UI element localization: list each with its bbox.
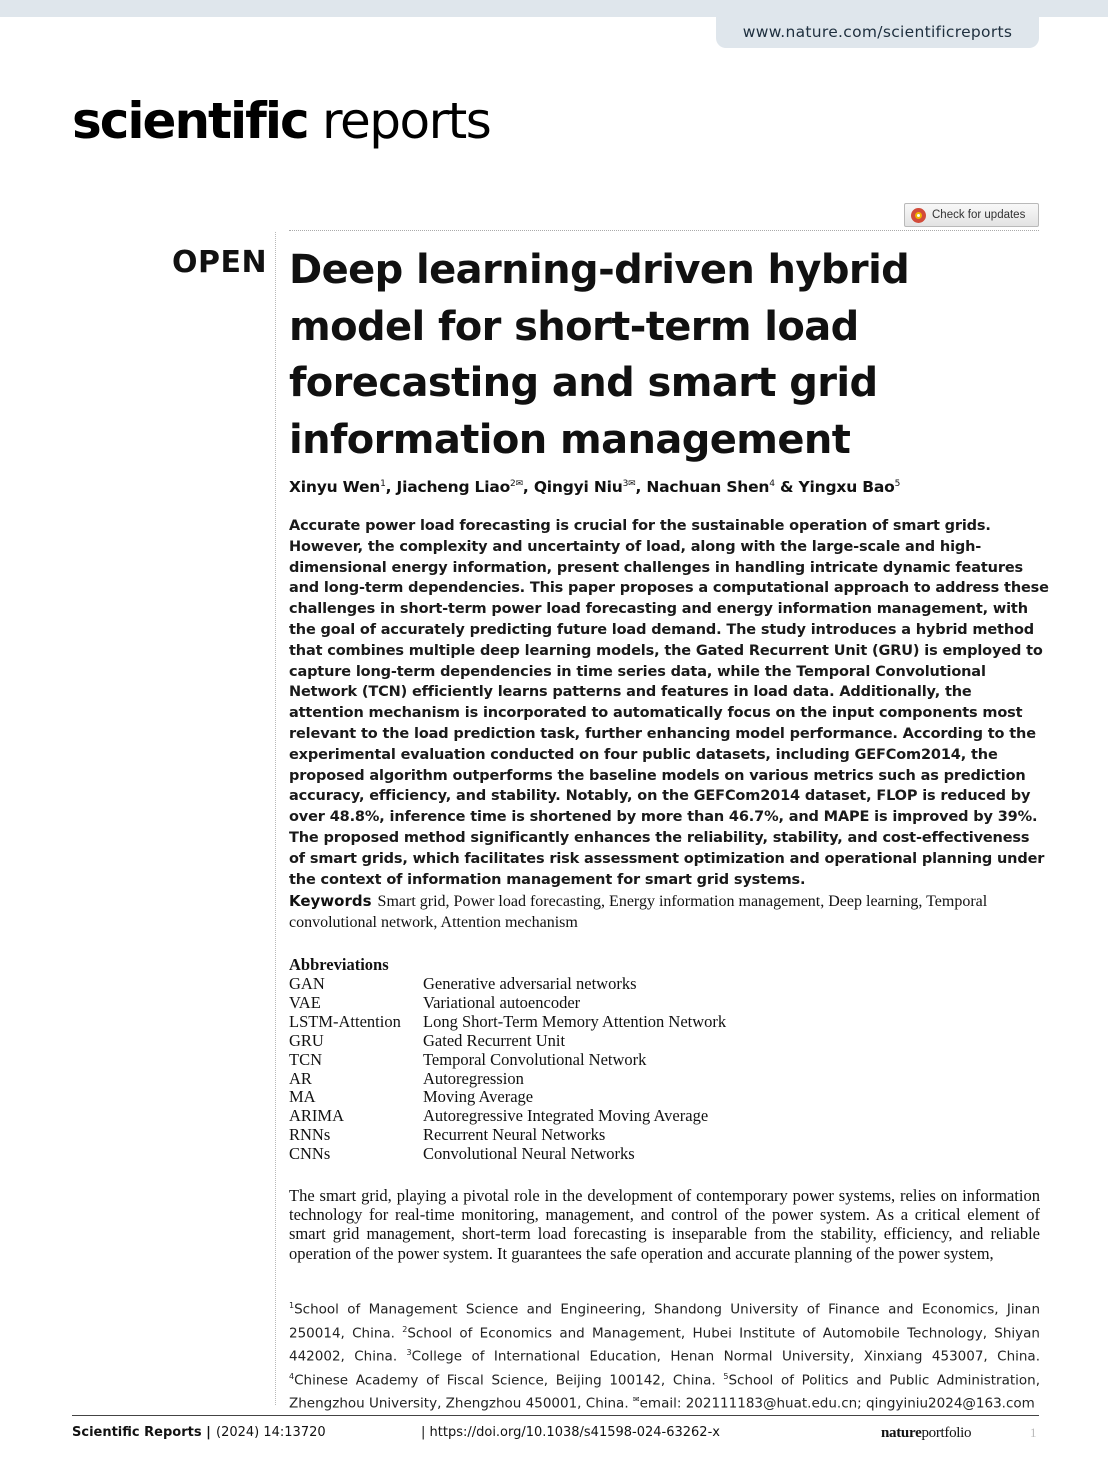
check-for-updates-label: Check for updates — [932, 209, 1026, 221]
abbreviation-definition: Autoregressive Integrated Moving Average — [423, 1106, 709, 1126]
affiliation-number: 4 — [289, 1371, 295, 1381]
body-text: The smart grid, playing a pivotal role in the development of contemporary power systems, relies on information technology for real-time monitoring, management, and control of the power system. As a critical element of smart grid management, short-term load forecasting is inseparable from the stability, efficiency, and reliable operation of the power system. It guarantees the safe operation and accurate planning of the power system, — [289, 1186, 1040, 1263]
author-separator: , — [635, 478, 647, 496]
abbreviations-list — [289, 955, 1039, 1164]
open-access-label: OPEN — [172, 245, 268, 280]
affiliation-number: 3 — [406, 1348, 412, 1357]
keywords — [289, 891, 1039, 933]
abbreviation-definition: Moving Average — [423, 1087, 534, 1107]
author-affiliation-sup: 2✉ — [510, 478, 523, 489]
abbreviation-row — [289, 994, 1039, 1013]
abbreviation-term: TCN — [289, 1049, 322, 1069]
footer-doi-link[interactable]: | https://doi.org/10.1038/s41598-024-63262-x — [421, 1425, 720, 1440]
page-number: 1 — [1030, 1425, 1037, 1440]
author-separator: , — [385, 478, 397, 496]
brand-light: portfolio — [921, 1425, 972, 1441]
abbreviation-row — [289, 1013, 1039, 1032]
abbreviation-term: LSTM-Attention — [289, 1011, 401, 1031]
abbreviation-row — [289, 1145, 1039, 1164]
affiliation-number: ✉ — [632, 1395, 640, 1404]
keywords-label: Keywords — [289, 892, 372, 910]
author-list — [289, 478, 900, 496]
affiliation-text: School of Economics and Management, Hubei Institute of Automobile Technology, Shiyan 442002, China. — [289, 1325, 1040, 1365]
abbreviation-row — [289, 1126, 1039, 1145]
masthead-light: reports — [322, 92, 491, 150]
author-affiliation-sup: 4 — [769, 478, 775, 489]
author-name[interactable]: Jiacheng Liao — [396, 478, 511, 496]
abbreviation-term: GRU — [289, 1030, 324, 1050]
article-title: Deep learning-driven hybrid model for short-term load forecasting and smart grid information management — [289, 247, 910, 463]
abbreviation-term: GAN — [289, 974, 325, 993]
affiliations — [289, 1296, 1040, 1414]
author-name[interactable]: Xinyu Wen — [289, 478, 381, 496]
affiliation-text: email: 202111183@huat.edu.cn; qingyiniu2024@163.com — [639, 1395, 1035, 1412]
journal-masthead[interactable] — [72, 92, 490, 150]
author-affiliation-sup: 3✉ — [622, 478, 636, 489]
footer-rule — [72, 1415, 1039, 1416]
abbreviation-definition: Generative adversarial networks — [423, 974, 637, 993]
top-band — [0, 0, 1108, 17]
abbreviation-row — [289, 1032, 1039, 1051]
abbreviations-title: Abbreviations — [289, 955, 389, 974]
abbreviation-term: VAE — [289, 992, 321, 1012]
nature-portfolio-logo — [881, 1423, 971, 1443]
author-separator: & — [774, 478, 799, 496]
brand-bold: nature — [881, 1425, 922, 1441]
author-name[interactable]: Nachuan Shen — [646, 478, 770, 496]
abbreviation-definition: Recurrent Neural Networks — [423, 1125, 606, 1145]
abbreviation-row — [289, 975, 1039, 994]
header-divider — [289, 230, 1039, 231]
affiliation-number: 2 — [402, 1324, 408, 1334]
check-for-updates-button[interactable] — [904, 203, 1039, 227]
crossmark-icon — [911, 208, 926, 223]
abbreviation-term: ARIMA — [289, 1106, 345, 1126]
abbreviation-row — [289, 1070, 1039, 1089]
abbreviation-definition: Gated Recurrent Unit — [423, 1030, 566, 1050]
column-divider — [275, 232, 276, 1405]
abbreviation-term: AR — [289, 1068, 312, 1088]
abbreviation-definition: Autoregression — [423, 1068, 524, 1088]
abbreviation-term: MA — [289, 1087, 316, 1107]
affiliation-number: 1 — [289, 1301, 295, 1310]
abbreviation-definition: Temporal Convolutional Network — [423, 1049, 647, 1069]
author-name[interactable]: Yingxu Bao — [798, 478, 895, 496]
affiliation-number: 5 — [723, 1371, 729, 1381]
masthead-bold: scientific — [72, 92, 308, 150]
abbreviation-row — [289, 1088, 1039, 1107]
affiliation-text: School of Politics and Public Administration, Zhengzhou University, Zhengzhou 450001, China. — [289, 1372, 1040, 1412]
affiliation-text: Chinese Academy of Fiscal Science, Beijing 100142, China. — [294, 1372, 724, 1388]
abbreviation-row — [289, 1051, 1039, 1070]
affiliation-text: College of International Education, Henan Normal University, Xinxiang 453007, China. — [411, 1348, 1040, 1365]
abstract: Accurate power load forecasting is crucial for the sustainable operation of smart grids. However, the complexity and uncertainty of load, along with the large-scale and high-dimensional energy information, present challenges in handling intricate dynamic features and long-term dependencies. This paper proposes a computational approach to address these challenges in short-term power load forecasting and energy information management, with the goal of accurately predicting future load demand. The study introduces a hybrid method that combines multiple deep learning models, the Gated Recurrent Unit (GRU) is employed to capture long-term dependencies in time series data, while the Temporal Convolutional Network (TCN) efficiently learns patterns and features in load data. Additionally, the attention mechanism is incorporated to automatically focus on the input components most relevant to the load prediction task, further enhancing model performance. According to the experimental evaluation conducted on four public datasets, including GEFCom2014, the proposed algorithm outperforms the baseline models on various metrics such as prediction accuracy, efficiency, and stability. Notably, on the GEFCom2014 dataset, FLOP is reduced by over 48.8%, inference time is shortened by more than 46.7%, and MAPE is improved by 39%. The proposed method significantly enhances the reliability, stability, and cost-effectiveness of smart grids, which facilitates risk assessment optimization and operational planning under the context of information management for smart grid systems. — [289, 518, 1049, 888]
abbreviation-row — [289, 1107, 1039, 1126]
footer-volume: (2024) 14:13720 — [216, 1425, 326, 1440]
abbreviation-term: CNNs — [289, 1144, 331, 1164]
abbreviation-definition: Long Short-Term Memory Attention Network — [423, 1011, 727, 1031]
journal-url-tab[interactable]: www.nature.com/scientificreports — [716, 17, 1039, 48]
affiliation-text: School of Management Science and Engineering, Shandong University of Finance and Economics, Jinan 250014, China. — [289, 1301, 1040, 1341]
author-affiliation-sup: 5 — [894, 478, 901, 489]
abbreviation-term: RNNs — [289, 1125, 331, 1145]
author-name[interactable]: Qingyi Niu — [533, 478, 623, 496]
abbreviation-definition: Variational autoencoder — [423, 992, 581, 1012]
abbreviation-definition: Convolutional Neural Networks — [423, 1144, 635, 1164]
author-affiliation-sup: 1 — [380, 478, 386, 489]
footer-journal: Scientific Reports | — [72, 1425, 211, 1440]
author-separator: , — [522, 478, 534, 496]
keywords-text: Smart grid, Power load forecasting, Energy information management, Deep learning, Temporal convolutional network, Attention mechanism — [289, 893, 988, 931]
